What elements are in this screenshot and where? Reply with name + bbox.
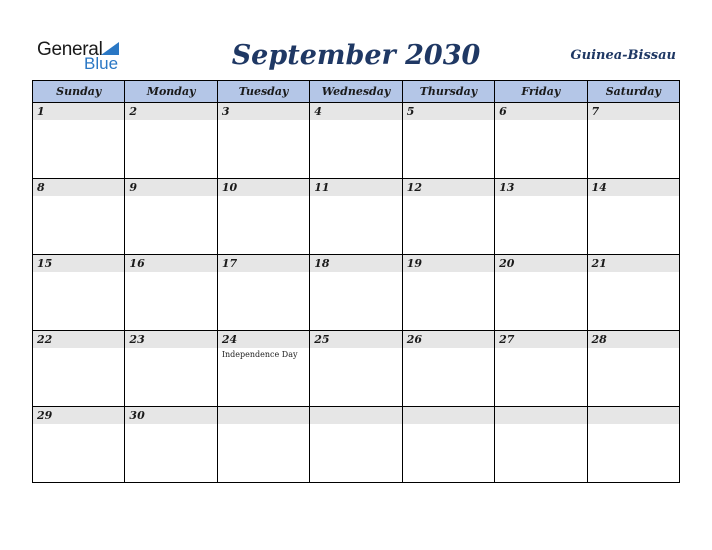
- day-cell: [217, 179, 309, 255]
- day-number: [310, 407, 401, 424]
- day-number: 4: [310, 103, 401, 120]
- day-number: 2: [125, 103, 216, 120]
- day-cell: [125, 331, 217, 407]
- weekday-saturday: Saturday: [587, 81, 679, 103]
- day-number: 17: [218, 255, 309, 272]
- day-number: 19: [403, 255, 494, 272]
- day-number: 7: [588, 103, 679, 120]
- day-cell: [217, 407, 309, 483]
- day-cell: [310, 331, 402, 407]
- weekday-thursday: Thursday: [402, 81, 494, 103]
- day-number: 18: [310, 255, 401, 272]
- day-number: 10: [218, 179, 309, 196]
- day-cell: [402, 103, 494, 179]
- day-cell: [217, 331, 309, 407]
- day-number: 24: [218, 331, 309, 348]
- day-cell: [402, 179, 494, 255]
- calendar-grid: [32, 80, 680, 483]
- day-number: [218, 407, 309, 424]
- week-row: [33, 407, 680, 483]
- day-cell: [310, 179, 402, 255]
- day-cell: [495, 407, 587, 483]
- day-number: 25: [310, 331, 401, 348]
- day-number: 29: [33, 407, 124, 424]
- day-cell: [495, 255, 587, 331]
- day-number: 23: [125, 331, 216, 348]
- day-cell: [33, 103, 125, 179]
- day-number: 1: [33, 103, 124, 120]
- day-number: 11: [310, 179, 401, 196]
- day-number: 8: [33, 179, 124, 196]
- day-number: [588, 407, 679, 424]
- day-number: 21: [588, 255, 679, 272]
- day-number: 13: [495, 179, 586, 196]
- weekday-tuesday: Tuesday: [217, 81, 309, 103]
- day-cell: [217, 255, 309, 331]
- day-cell: [125, 103, 217, 179]
- day-cell: [587, 103, 679, 179]
- day-cell: [587, 179, 679, 255]
- day-number: 28: [588, 331, 679, 348]
- day-cell: [402, 407, 494, 483]
- day-cell: [495, 103, 587, 179]
- day-cell: [402, 255, 494, 331]
- weekday-wednesday: Wednesday: [310, 81, 402, 103]
- day-cell: [33, 179, 125, 255]
- day-cell: [587, 255, 679, 331]
- day-number: 20: [495, 255, 586, 272]
- day-number: [495, 407, 586, 424]
- day-number: 12: [403, 179, 494, 196]
- day-number: 5: [403, 103, 494, 120]
- holiday-label: Independence Day: [221, 350, 298, 359]
- week-row: [33, 255, 680, 331]
- day-cell: [310, 407, 402, 483]
- day-cell: [33, 331, 125, 407]
- day-number: 27: [495, 331, 586, 348]
- day-cell: [33, 407, 125, 483]
- day-cell: [495, 179, 587, 255]
- day-cell: [310, 255, 402, 331]
- calendar-title: September 2030: [231, 40, 481, 71]
- logo-blue-text: Blue: [84, 54, 119, 73]
- country-name: Guinea-Bissau: [570, 48, 676, 63]
- weekday-sunday: Sunday: [33, 81, 125, 103]
- day-number: 6: [495, 103, 586, 120]
- day-number: 3: [218, 103, 309, 120]
- weekday-friday: Friday: [495, 81, 587, 103]
- day-cell: [587, 331, 679, 407]
- day-number: [403, 407, 494, 424]
- day-cell: [587, 407, 679, 483]
- day-number: 15: [33, 255, 124, 272]
- day-cell: [402, 331, 494, 407]
- weekday-header-row: [33, 81, 680, 103]
- day-number: 30: [125, 407, 216, 424]
- day-number: 22: [33, 331, 124, 348]
- day-cell: [125, 255, 217, 331]
- day-number: 14: [588, 179, 679, 196]
- day-cell: [125, 407, 217, 483]
- day-cell: [495, 331, 587, 407]
- day-number: 26: [403, 331, 494, 348]
- logo-general-text: General: [37, 39, 103, 60]
- week-row: [33, 103, 680, 179]
- day-cell: [310, 103, 402, 179]
- week-row: [33, 179, 680, 255]
- week-row: [33, 331, 680, 407]
- day-cell: [217, 103, 309, 179]
- day-cell: [125, 179, 217, 255]
- day-cell: [33, 255, 125, 331]
- day-number: 16: [125, 255, 216, 272]
- weekday-monday: Monday: [125, 81, 217, 103]
- day-number: 9: [125, 179, 216, 196]
